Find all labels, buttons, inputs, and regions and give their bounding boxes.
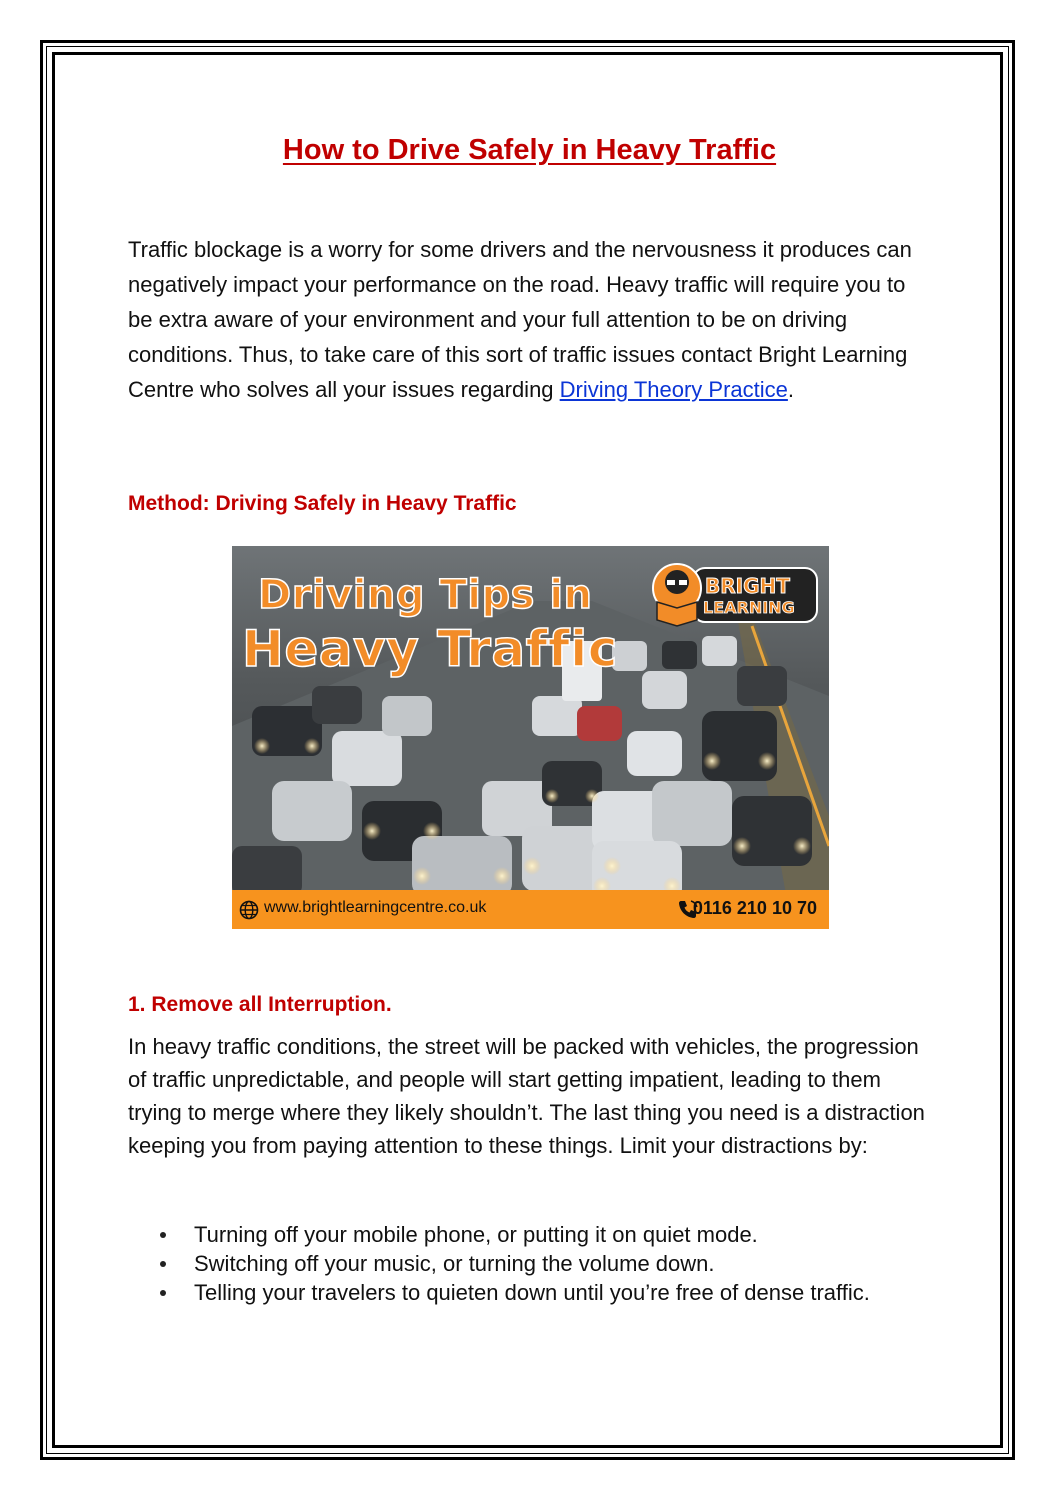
banner-title-line2: Heavy Traffic xyxy=(242,620,618,678)
intro-text: Traffic blockage is a worry for some drivers and the nervousness it produces can negatively impact your performance on the road. Heavy traffic will require you to be extra aware of your environment and your full attention to be on driving conditions. Thus, to take care of this sort of traffic issues contact Bright Learning Centre who solves all your issues regarding xyxy=(128,237,912,402)
bullet-icon xyxy=(160,1290,166,1296)
logo-line2: LEARNING xyxy=(703,598,795,617)
bullet-icon xyxy=(160,1261,166,1267)
logo-line1: BRIGHT xyxy=(705,574,790,598)
driving-theory-practice-link[interactable]: Driving Theory Practice xyxy=(559,377,788,402)
banner-footer-bar xyxy=(232,890,829,929)
list-item xyxy=(128,1220,928,1249)
step1-paragraph: In heavy traffic conditions, the street will be packed with vehicles, the progression of traffic unpredictable, and people will start getting impatient, leading to them trying to merge where they likely shouldn’t. The last thing you need is a distraction keeping you from paying attention to these things. Limit your distractions by: xyxy=(128,1034,925,1158)
intro-end: . xyxy=(787,377,795,402)
banner-phone-number: 0116 210 10 70 xyxy=(692,898,817,918)
banner-website-url: www.brightlearningcentre.co.uk xyxy=(264,899,487,916)
banner-title-line1: Driving Tips in xyxy=(258,572,593,618)
distraction-list xyxy=(128,1220,928,1307)
list-item-text: Telling your travelers to quieten down until you’re free of dense traffic. xyxy=(194,1280,870,1305)
bullet-icon xyxy=(160,1232,166,1238)
bright-learning-logo xyxy=(643,560,819,628)
list-item-text: Turning off your mobile phone, or putting it on quiet mode. xyxy=(194,1222,758,1247)
list-item-text: Switching off your music, or turning the volume down. xyxy=(194,1251,715,1276)
intro-paragraph xyxy=(128,232,928,407)
page-title: How to Drive Safely in Heavy Traffic xyxy=(282,134,777,166)
driving-tips-banner-image xyxy=(232,546,829,929)
list-item xyxy=(128,1278,928,1307)
method-heading: Method: Driving Safely in Heavy Traffic xyxy=(128,492,517,515)
step1-heading: 1. Remove all Interruption. xyxy=(128,993,392,1016)
list-item xyxy=(128,1249,928,1278)
globe-icon xyxy=(239,900,259,920)
